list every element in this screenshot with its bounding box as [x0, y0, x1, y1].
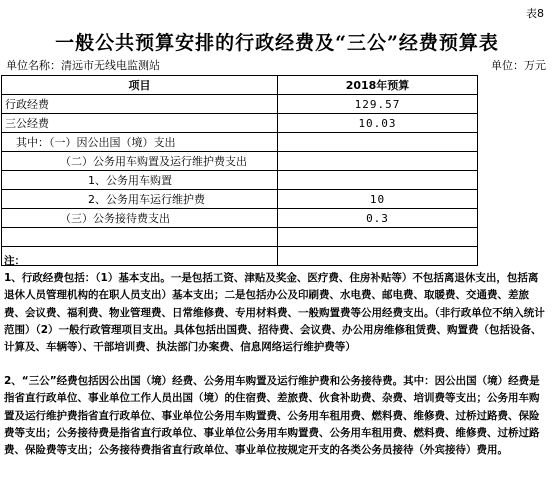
- row-value: 129.57: [278, 95, 478, 114]
- sheet-tag: 表8: [526, 7, 544, 20]
- row-label: （三）公务接待费支出: [2, 209, 278, 228]
- unit-row: [6, 57, 546, 73]
- header-budget: 2018年预算: [278, 76, 478, 95]
- table-header-row: [2, 76, 478, 95]
- row-value: [278, 133, 478, 152]
- row-value: 10: [278, 190, 478, 209]
- notes-paragraph-2: 2、“三公”经费包括因公出国（境）经费、公务用车购置及运行维护费和公务接待费。其中：因公出国（境）经费是指省直行政单位、事业单位工作人员出国（境）的住宿费、差旅费、伙食补助费、杂费、培训费等支出；公务用车购置及运行维护费指省直行政单位、事业单位公务用车购置费、公务用车租用费、燃料费、维修费、过桥过路费、保险费等支出；公务接待费是指省直行政单位、事业单位公务用车购置费、公务用车租用费、燃料费、维修费、过桥过路费、保险费等支出；公务接待费指省直行政单位、事业单位按规定开支的各类公务员接待（外宾接待）费用。: [4, 375, 540, 457]
- row-label: 1、公务用车购置: [2, 171, 278, 190]
- row-value: [278, 228, 478, 247]
- table-row: [2, 209, 478, 228]
- table-row: [2, 114, 478, 133]
- row-value: 0.3: [278, 209, 478, 228]
- table-row: [2, 190, 478, 209]
- notes: [4, 253, 548, 459]
- row-label: [2, 228, 278, 247]
- header-item: 项目: [2, 76, 278, 95]
- row-label: 行政经费: [2, 95, 278, 114]
- row-value: [278, 171, 478, 190]
- row-label: （二）公务用车购置及运行维护费支出: [2, 152, 278, 171]
- table-row: [2, 95, 478, 114]
- row-label: 2、公务用车运行维护费: [2, 190, 278, 209]
- row-label: 三公经费: [2, 114, 278, 133]
- notes-heading: 注：: [4, 255, 25, 267]
- table-row: [2, 171, 478, 190]
- table-row: [2, 152, 478, 171]
- table-row: [2, 228, 478, 247]
- notes-paragraph-1: 1、行政经费包括：（1）基本支出。一是包括工资、津贴及奖金、医疗费、住房补贴等）不包括离退休支出，包括离退休人员管理机构的在职人员支出）基本支出；二是包括办公及印刷费、水电费、邮电费、取暖费、交通费、差旅费、会议费、福利费、物业管理费、日常维修费、专用材料费、一般购置费等公用经费支出。（非行政单位不纳入统计范围）（2）一般行政管理项目支出。具体包括出国费、招待费、会议费、办公用房维修租赁费、购置费（包括设备、计算及、车辆等）、干部培训费、执法部门办案费、信息网络运行维护费等）: [4, 272, 545, 354]
- unit-name: 单位名称：清远市无线电监测站: [6, 59, 160, 72]
- row-value: [278, 152, 478, 171]
- row-value: 10.03: [278, 114, 478, 133]
- row-label: 其中：（一）因公出国（境）支出: [2, 133, 278, 152]
- page-title: 一般公共预算安排的行政经费及“三公”经费预算表: [55, 32, 499, 54]
- table-row: [2, 133, 478, 152]
- unit-currency: 单位：万元: [491, 59, 546, 72]
- budget-table: [1, 75, 478, 266]
